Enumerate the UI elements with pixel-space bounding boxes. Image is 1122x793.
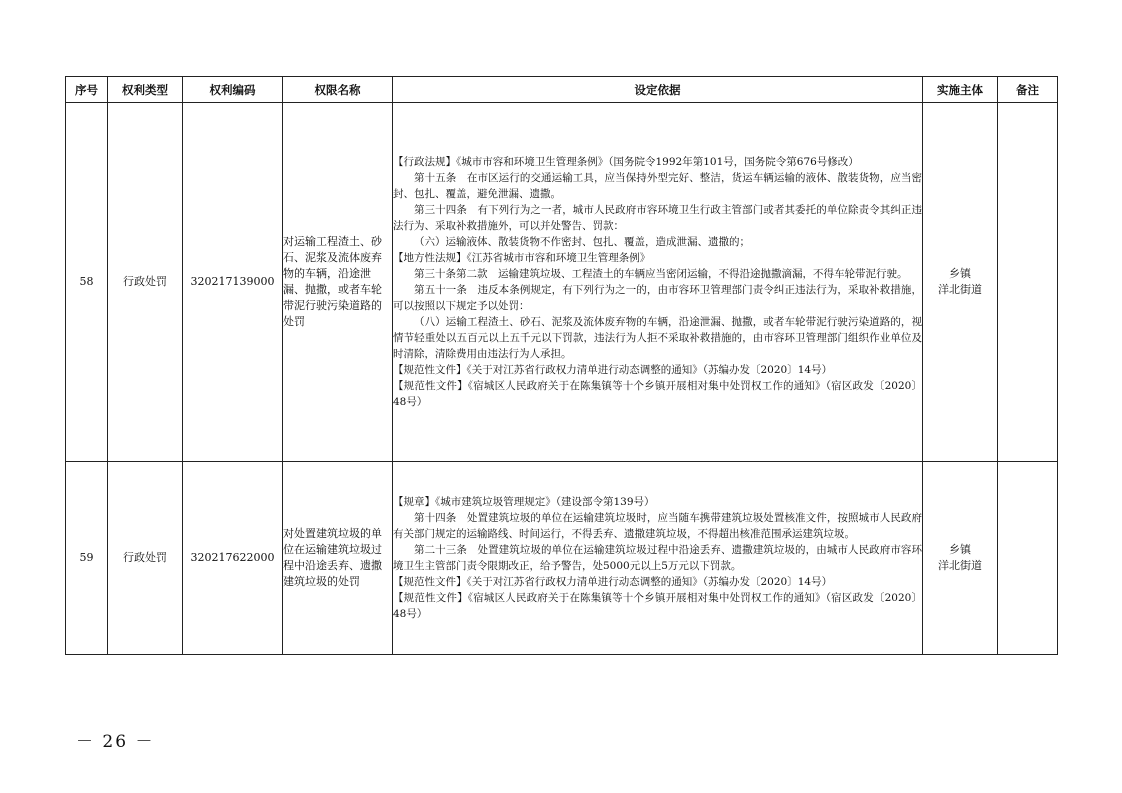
subject-line: 乡镇: [949, 543, 971, 556]
table-row: [66, 462, 1058, 655]
row-remark: [998, 103, 1058, 462]
header-code: 权利编码: [183, 77, 283, 103]
row-basis: [393, 462, 923, 655]
row-name: 对运输工程渣土、砂石、泥浆及流体废弃物的车辆，沿途泄漏、抛撒，或者车轮带泥行驶污染道路的处罚: [283, 103, 393, 462]
row-type: 行政处罚: [108, 462, 183, 655]
basis-line: 第五十一条 违反本条例规定，有下列行为之一的，由市容环卫管理部门责令纠正违法行为，采取补救措施，可以按照以下规定予以处罚：: [393, 284, 922, 312]
basis-line: 第三十条第二款 运输建筑垃圾、工程渣土的车辆应当密闭运输，不得沿途抛撒滴漏，不得车轮带泥行驶。: [414, 268, 908, 280]
row-code: 320217139000: [183, 103, 283, 462]
row-name: 对处置建筑垃圾的单位在运输建筑垃圾过程中沿途丢弃、遗撒建筑垃圾的处罚: [283, 462, 393, 655]
header-no: 序号: [66, 77, 108, 103]
row-subject: [923, 462, 998, 655]
header-row: [66, 77, 1058, 103]
basis-line: 【规范性文件】《关于对江苏省行政权力清单进行动态调整的通知》（苏编办发〔2020〕14号）: [393, 364, 833, 376]
basis-line: 【规范性文件】《宿城区人民政府关于在陈集镇等十个乡镇开展相对集中处罚权工作的通知》（宿区政发〔2020〕48号）: [393, 592, 922, 620]
header-basis: 设定依据: [393, 77, 923, 103]
row-remark: [998, 462, 1058, 655]
basis-line: 第三十四条 有下列行为之一者，城市人民政府市容环境卫生行政主管部门或者其委托的单位除责令其纠正违法行为、采取补救措施外，可以并处警告、罚款：: [393, 204, 922, 232]
subject-line: 洋北街道: [938, 559, 982, 572]
basis-line: （六）运输液体、散装货物不作密封、包扎、覆盖，造成泄漏、遗撒的；: [414, 236, 750, 248]
row-code: 320217622000: [183, 462, 283, 655]
row-no: 59: [66, 462, 108, 655]
row-basis: [393, 103, 923, 462]
basis-line: 【行政法规】《城市市容和环境卫生管理条例》（国务院令1992年第101号，国务院令第676号修改）: [393, 156, 859, 168]
subject-line: 乡镇: [949, 267, 971, 280]
basis-line: 【规章】《城市建筑垃圾管理规定》（建设部令第139号）: [393, 496, 655, 508]
basis-line: 【规范性文件】《关于对江苏省行政权力清单进行动态调整的通知》（苏编办发〔2020〕14号）: [393, 576, 833, 588]
basis-line: （八）运输工程渣土、砂石、泥浆及流体废弃物的车辆，沿途泄漏、抛撒，或者车轮带泥行驶污染道路的，视情节轻重处以五百元以上五千元以下罚款，违法行为人拒不采取补救措施的，由市容环卫管理部门组织作业单位及时清除，清除费用由违法行为人承担。: [393, 316, 922, 360]
row-subject: [923, 103, 998, 462]
header-name: 权限名称: [283, 77, 393, 103]
page-number: － 26 －: [76, 732, 155, 752]
basis-line: 第二十三条 处置建筑垃圾的单位在运输建筑垃圾过程中沿途丢弃、遗撒建筑垃圾的，由城市人民政府市容环境卫生主管部门责令限期改正，给予警告，处5000元以上5万元以下罚款。: [393, 544, 922, 572]
subject-line: 洋北街道: [938, 283, 982, 296]
basis-line: 【地方性法规】《江苏省城市市容和环境卫生管理条例》: [393, 252, 651, 264]
header-remark: 备注: [998, 77, 1058, 103]
header-subject: 实施主体: [923, 77, 998, 103]
header-type: 权利类型: [108, 77, 183, 103]
table-row: [66, 103, 1058, 462]
authority-table: [65, 76, 1058, 655]
basis-line: 第十五条 在市区运行的交通运输工具，应当保持外型完好、整洁，货运车辆运输的液体、散装货物，应当密封、包扎、覆盖，避免泄漏、遗撒。: [393, 172, 922, 200]
basis-line: 【规范性文件】《宿城区人民政府关于在陈集镇等十个乡镇开展相对集中处罚权工作的通知》（宿区政发〔2020〕48号）: [393, 380, 922, 408]
row-no: 58: [66, 103, 108, 462]
basis-line: 第十四条 处置建筑垃圾的单位在运输建筑垃圾时，应当随车携带建筑垃圾处置核准文件，按照城市人民政府有关部门规定的运输路线、时间运行，不得丢弃、遗撒建筑垃圾，不得超出核准范围承运建筑垃圾。: [393, 512, 922, 540]
row-type: 行政处罚: [108, 103, 183, 462]
